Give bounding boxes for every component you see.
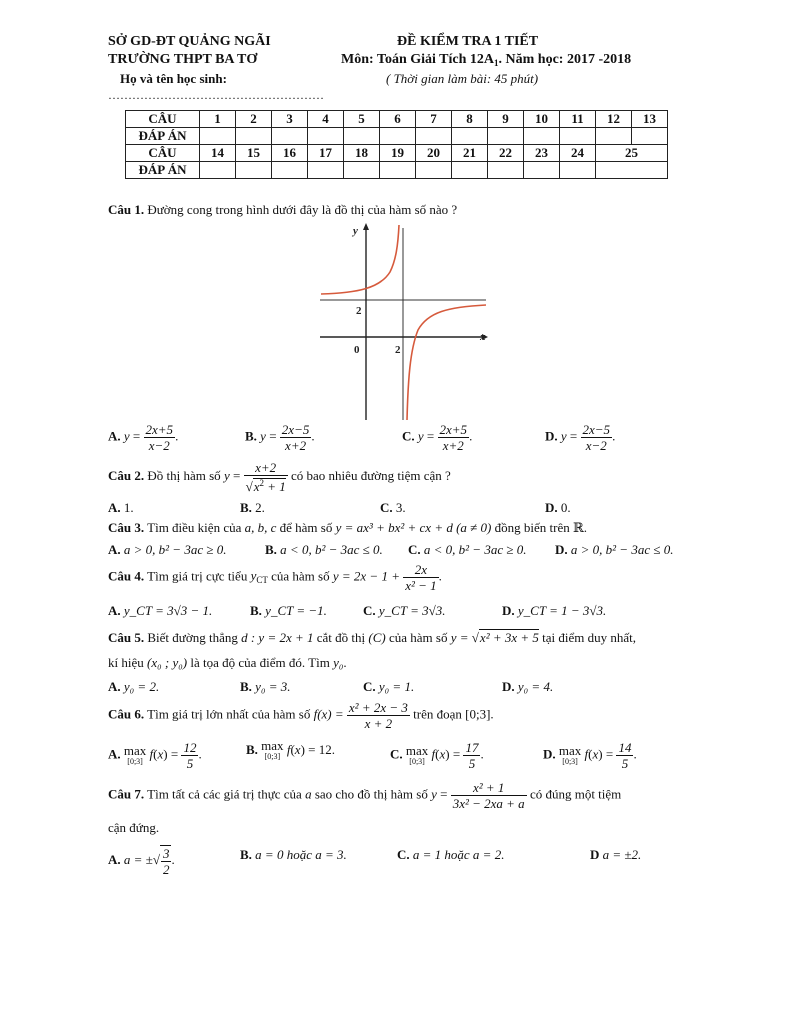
q-num: 16 (272, 145, 308, 162)
option-letter: B. (240, 500, 252, 515)
q7-text-b: sao cho đồ thị hàm số (311, 786, 432, 802)
q5-text: Biết đường thẳng (144, 630, 242, 645)
max-interval: [0;3] (127, 756, 143, 766)
answer-cell[interactable] (560, 128, 596, 145)
option-text: 2. (251, 500, 265, 515)
q6-func: f(x) = (313, 706, 347, 722)
option-letter: C. (402, 428, 415, 444)
option-letter: C. (397, 847, 410, 862)
q4-text-a: Tìm giá trị cực tiểu (144, 568, 251, 584)
q6-text-b: trên đoạn (409, 706, 466, 722)
option-letter: B. (240, 679, 252, 694)
origin-label: 0 (354, 344, 360, 356)
question-4: Câu 4. Tìm giá trị cực tiểu $y_{CT}$ của hàm số y = 2x − 1 + $\frac{2x}{\text{x² − 1}}$ . (108, 562, 442, 593)
max-interval: [0;3] (562, 756, 578, 766)
q-num: 23 (524, 145, 560, 162)
q6-option-a[interactable]: A. max [0;3] f(x) = $\frac{12}{5}$ . (108, 740, 202, 771)
school-year: . Năm học: 2017 -2018 (498, 52, 632, 67)
q-num: 3 (272, 111, 308, 128)
q7-line-2: cận đứng. (108, 820, 160, 835)
option-letter: C. (408, 542, 421, 557)
y-tick-label: 2 (356, 305, 362, 317)
frac-num: x² + 1 (451, 780, 527, 796)
q2-option-d[interactable] (545, 500, 571, 516)
answer-cell[interactable] (200, 128, 236, 145)
option-letter: D (590, 847, 600, 862)
q4-text-b: của hàm số (271, 568, 333, 584)
q4-option-b[interactable] (250, 603, 327, 619)
q7-label: Câu 7. (108, 786, 145, 802)
frac-den: 5 (621, 756, 629, 771)
frac-num: 17 (465, 740, 479, 755)
max-interval: [0;3] (264, 752, 281, 761)
answer-cell[interactable] (596, 162, 668, 179)
q-num: 17 (308, 145, 344, 162)
option-letter: A. (108, 679, 121, 694)
frac-den: 5 (468, 756, 476, 771)
q6-interval: [0;3] (465, 706, 491, 722)
frac-num: 2x (403, 562, 438, 578)
q-num: 12 (596, 111, 632, 128)
option-text: y₀ = 4. (514, 679, 554, 694)
option-letter: A. (108, 851, 121, 867)
q1-option-b[interactable]: B. y = $\frac{2x-5}{x+2}$ . (245, 422, 315, 453)
answer-cell[interactable] (452, 162, 488, 179)
answer-cell[interactable] (308, 162, 344, 179)
q2-text-a: Đồ thị hàm số (144, 467, 224, 483)
question-5-line-2: kí hiệu (x₀ ; y₀) là tọa độ của điểm đó. Tìm y₀. (108, 655, 347, 670)
answer-cell[interactable] (524, 128, 560, 145)
q3-text-a: Tìm điều kiện của (144, 520, 245, 535)
row-label-q: CÂU (126, 145, 200, 162)
q-num: 8 (452, 111, 488, 128)
q-num: 18 (344, 145, 380, 162)
frac-num: 3 (162, 846, 170, 861)
option-text: a = 0 hoặc a = 3. (251, 847, 347, 862)
q-num: 15 (236, 145, 272, 162)
q1-text: Đường cong trong hình dưới đây là đồ thị của hàm số nào ? (144, 202, 458, 217)
q3-option-a[interactable] (108, 542, 227, 558)
option-text: a < 0, b² − 3ac ≥ 0. (420, 542, 527, 557)
q5-text: của hàm số (385, 630, 451, 645)
q2-option-c[interactable] (380, 500, 406, 516)
option-text: a < 0, b² − 3ac ≤ 0. (276, 542, 383, 557)
question-2: Câu 2. Đồ thị hàm số y = $\frac{x+2}{√x^2 + 1}$ có bao nhiêu đường tiệm cận ? (108, 460, 451, 494)
option-letter: A. (108, 500, 121, 515)
x-tick-label: 2 (395, 344, 401, 356)
frac-den: 3x² − 2xa + a (452, 796, 525, 811)
option-letter: D. (555, 542, 568, 557)
option-text: y_CT = 1 − 3√3. (514, 603, 607, 618)
answer-cell[interactable] (344, 128, 380, 145)
answer-cell[interactable] (560, 162, 596, 179)
q3-func: y = ax³ + bx² + cx + d (a ≠ 0) (335, 520, 492, 535)
q-num: 5 (344, 111, 380, 128)
q5-func: y = (450, 630, 472, 645)
frac-den: x−2 (148, 438, 170, 453)
frac-den: 2 (162, 862, 170, 877)
option-letter: C. (363, 603, 376, 618)
option-value: 12 (318, 741, 332, 757)
q4-option-c[interactable] (363, 603, 445, 619)
q-num: 22 (488, 145, 524, 162)
q-num: 13 (632, 111, 668, 128)
subject-sub: 1 (494, 58, 499, 68)
option-text: a = ±2. (599, 847, 642, 862)
q5-text: kí hiệu (108, 655, 147, 670)
row-label-a: ĐÁP ÁN (126, 162, 200, 179)
option-letter: B. (250, 603, 262, 618)
q7-option-d[interactable] (590, 847, 641, 863)
dept-name: SỞ GD-ĐT QUẢNG NGÃI (108, 34, 271, 49)
q6-label: Câu 6. (108, 706, 145, 722)
q-num: 20 (416, 145, 452, 162)
frac-num: 14 (618, 740, 632, 755)
answer-cell[interactable] (632, 128, 668, 145)
option-text: 1. (120, 500, 134, 515)
q3-text-c: đồng biến trên ℝ. (491, 520, 588, 535)
answer-cell[interactable] (236, 128, 272, 145)
q2-label: Câu 2. (108, 467, 145, 483)
answer-cell[interactable] (524, 162, 560, 179)
q1-graph (318, 220, 490, 422)
q7-option-c[interactable] (397, 847, 504, 863)
option-text: y₀ = 3. (251, 679, 291, 694)
frac-num: 2x−5 (582, 422, 611, 437)
q3-text-b: để hàm số (276, 520, 336, 535)
option-letter: B. (245, 428, 257, 444)
option-letter: C. (380, 500, 393, 515)
q6-option-d[interactable]: D. max [0;3] f(x) = $\frac{14}{5}$ . (543, 740, 637, 771)
name-dots: ……………………………………………… (108, 88, 324, 102)
frac-num: 2x−5 (281, 422, 310, 437)
answer-cell[interactable] (272, 162, 308, 179)
q-num: 21 (452, 145, 488, 162)
frac-num: 2x+5 (145, 422, 174, 437)
option-text: y₀ = 2. (120, 679, 160, 694)
subject-text: Môn: Toán Giải Tích 12A (341, 52, 495, 67)
q-num: 7 (416, 111, 452, 128)
q4-label: Câu 4. (108, 568, 145, 584)
question-7: Câu 7. Tìm tất cả các giá trị thực của a sao cho đồ thị hàm số y = $\frac{\text{x² + 1}}{\text{3x² − 2xa + a}}$ có đúng một tiệm (108, 780, 622, 811)
q2-text-b: có bao nhiêu đường tiệm cận ? (291, 467, 451, 483)
answer-cell[interactable] (308, 128, 344, 145)
q5-text: là tọa độ của điểm đó. Tìm (187, 655, 334, 670)
option-letter: A. (108, 542, 121, 557)
table-row-q2 (126, 145, 668, 162)
option-letter: C. (363, 679, 376, 694)
frac-den: x² − 1 (405, 578, 437, 593)
frac-den: x+2 (442, 438, 464, 453)
option-text: y₀ = 1. (375, 679, 415, 694)
frac-num: 12 (183, 740, 197, 755)
frac-den: x−2 (585, 438, 607, 453)
option-text: y_CT = 3√3. (375, 603, 446, 618)
q-num: 24 (560, 145, 596, 162)
q-num: 14 (200, 145, 236, 162)
q6-option-c[interactable]: C. max [0;3] f(x) = $\frac{17}{5}$ . (390, 740, 484, 771)
q7-text-a: Tìm tất cả các giá trị thực của (144, 786, 306, 802)
option-letter: D. (545, 428, 558, 444)
q-num: 19 (380, 145, 416, 162)
question-6: Câu 6. Tìm giá trị lớn nhất của hàm số f(x) = $\frac{\text{x² + 2x − 3}}{x + 2}$ trên đoạn [0;3]. (108, 700, 494, 731)
answer-cell[interactable] (416, 162, 452, 179)
option-letter: B. (246, 741, 258, 757)
curve-right-branch (407, 305, 486, 420)
q-num: 4 (308, 111, 344, 128)
q5-text: tại điểm duy nhất, (538, 630, 637, 645)
school-name: TRƯỜNG THPT BA TƠ (108, 52, 258, 67)
q5-option-a[interactable] (108, 679, 159, 695)
q1-option-d[interactable]: D. y = $\frac{2x-5}{x-2}$ . (545, 422, 616, 453)
option-letter: D. (543, 746, 556, 762)
q7-option-a[interactable]: A. a = ±√ $\frac{3}{2}$ . (108, 846, 175, 877)
q-num: 11 (560, 111, 596, 128)
q6-option-b[interactable]: B. max [0;3] f(x) = 12. (246, 738, 335, 761)
frac-den: x+2 (285, 438, 307, 453)
frac-num: x² + 2x − 3 (348, 700, 408, 715)
frac-num: x+2 (244, 460, 288, 476)
answer-table (125, 110, 668, 179)
row-label-a: ĐÁP ÁN (126, 128, 200, 145)
q-num: 1 (200, 111, 236, 128)
q1-option-c[interactable]: C. y = $\frac{2x+5}{x+2}$ . (402, 422, 473, 453)
q5-sqrt: x² + 3x + 5 (479, 630, 539, 645)
q-num: 9 (488, 111, 524, 128)
table-row-a1 (126, 128, 668, 145)
q5-curve: (C) (368, 630, 386, 645)
q3-option-d[interactable] (555, 542, 674, 558)
option-letter: A. (108, 428, 121, 444)
answer-cell[interactable] (416, 128, 452, 145)
option-letter: B. (240, 847, 252, 862)
table-row-q1 (126, 111, 668, 128)
row-label-q: CÂU (126, 111, 200, 128)
q7-var: a (305, 786, 312, 802)
time-limit: ( Thời gian làm bài: 45 phút) (386, 71, 539, 86)
option-text: 0. (557, 500, 571, 515)
q-num: 2 (236, 111, 272, 128)
q5-option-c[interactable] (363, 679, 414, 695)
option-letter: A. (108, 603, 121, 618)
frac-den: x + 2 (364, 716, 393, 731)
q4-option-a[interactable] (108, 603, 212, 619)
question-3 (108, 520, 587, 536)
option-letter: D. (545, 500, 558, 515)
q5-text: cắt đồ thị (313, 630, 369, 645)
answer-cell[interactable] (380, 162, 416, 179)
q5-option-d[interactable] (502, 679, 553, 695)
question-1 (108, 202, 457, 218)
option-letter: D. (502, 679, 515, 694)
option-text: a > 0, b² − 3ac ≤ 0. (567, 542, 674, 557)
option-letter: D. (502, 603, 515, 618)
q7-text-c: có đúng một tiệm (526, 786, 622, 802)
answer-cell[interactable] (200, 162, 236, 179)
q-num: 10 (524, 111, 560, 128)
q5-y0: y₀ (333, 655, 344, 670)
option-text: a = 1 hoặc a = 2. (409, 847, 505, 862)
option-text: y_CT = 3√3 − 1. (120, 603, 213, 618)
answer-cell[interactable] (452, 128, 488, 145)
q1-option-a[interactable]: A. y = $\frac{2x+5}{x-2}$ . (108, 422, 179, 453)
option-letter: C. (390, 746, 403, 762)
q7-option-b[interactable] (240, 847, 347, 863)
answer-cell[interactable] (344, 162, 380, 179)
answer-cell[interactable] (488, 162, 524, 179)
q-num: 25 (596, 145, 668, 162)
q3-option-c[interactable] (408, 542, 527, 558)
q2-option-b[interactable] (240, 500, 265, 516)
option-text: 3. (392, 500, 406, 515)
q1-label: Câu 1. (108, 202, 145, 217)
subject-line (341, 52, 631, 68)
q5-point: (x₀ ; y₀) (147, 655, 188, 670)
table-row-a2 (126, 162, 668, 179)
answer-cell[interactable] (236, 162, 272, 179)
q-num: 6 (380, 111, 416, 128)
option-letter: B. (265, 542, 277, 557)
q3-vars: a, b, c (244, 520, 277, 535)
exam-title: ĐỀ KIỂM TRA 1 TIẾT (397, 34, 539, 49)
y-axis-label: y (353, 225, 358, 237)
curve-left-branch (321, 225, 399, 294)
y-arrow-icon (363, 223, 369, 230)
q3-label: Câu 3. (108, 520, 145, 535)
max-interval: [0;3] (409, 756, 425, 766)
q6-text-a: Tìm giá trị lớn nhất của hàm số (144, 706, 314, 722)
option-letter: A. (108, 746, 121, 762)
answer-cell[interactable] (596, 128, 632, 145)
q5-label: Câu 5. (108, 630, 145, 645)
option-text: a > 0, b² − 3ac ≥ 0. (120, 542, 227, 557)
frac-num: 2x+5 (439, 422, 468, 437)
answer-cell[interactable] (380, 128, 416, 145)
option-text: y_CT = −1. (261, 603, 327, 618)
frac-den: 5 (186, 756, 194, 771)
q4-func: y = 2x − 1 + (332, 568, 404, 584)
answer-cell[interactable] (272, 128, 308, 145)
q5-line: d : y = 2x + 1 (241, 630, 314, 645)
q2-option-a[interactable] (108, 500, 134, 516)
option-text: a = ± (120, 851, 153, 867)
x-axis-label: x (480, 331, 486, 343)
student-label: Họ và tên học sinh: (120, 71, 227, 86)
q5-option-b[interactable] (240, 679, 290, 695)
q3-option-b[interactable] (265, 542, 383, 558)
question-5: Câu 5. Biết đường thẳng d : y = 2x + 1 cắt đồ thị (C) của hàm số y = √x² + 3x + 5 tại điểm duy nhất, (108, 630, 637, 645)
q4-option-d[interactable] (502, 603, 606, 619)
answer-cell[interactable] (488, 128, 524, 145)
